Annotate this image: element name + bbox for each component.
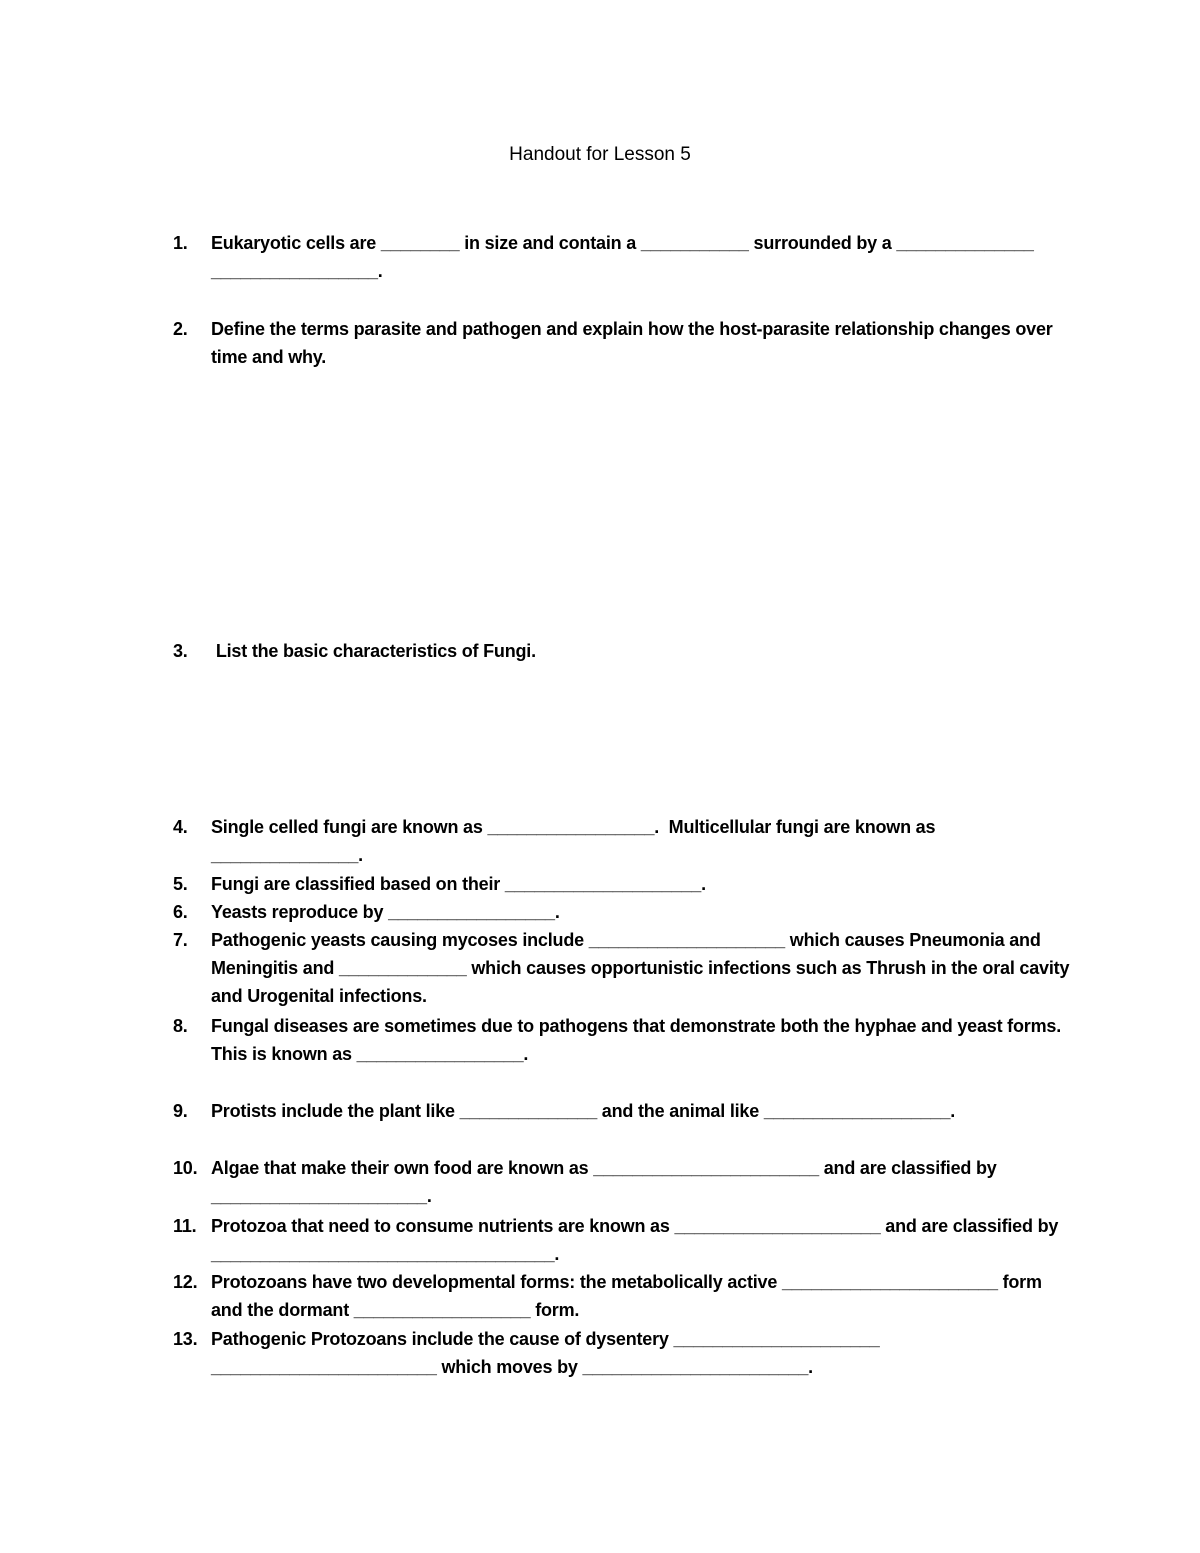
page-title: Handout for Lesson 5 [509,144,691,165]
question-number: 8. [173,1016,188,1036]
question-3 [173,637,1073,665]
question-text: Define the terms parasite and pathogen and explain how the host-parasite relationship changes over time and why. [211,319,1058,367]
question-number: 3. [173,641,188,661]
question-6 [173,898,1073,926]
question-text: Yeasts reproduce by _________________. [211,902,560,922]
question-7 [173,926,1073,1010]
question-2 [173,315,1073,371]
question-text: Protists include the plant like ______________ and the animal like ___________________. [211,1101,956,1121]
question-text: Single celled fungi are known as _________________. Multicellular fungi are known as _______________. [211,817,941,865]
question-9 [173,1097,1073,1125]
question-number: 6. [173,902,188,922]
question-text: Pathogenic yeasts causing mycoses include ____________________ which causes Pneumonia and Meningitis and _____________ which causes opportunistic infections such as Thrush in the oral cavity and Urogenital infections. [211,930,1075,1006]
question-8 [173,1012,1073,1068]
question-12 [173,1268,1073,1324]
question-number: 9. [173,1101,188,1121]
question-number: 5. [173,874,188,894]
question-number: 12. [173,1272,198,1292]
question-text: Eukaryotic cells are ________ in size and contain a ___________ surrounded by a ______________ _________________. [211,233,1044,281]
question-text: Algae that make their own food are known as _______________________ and are classified by ______________________. [211,1158,1002,1206]
question-text: Protozoa that need to consume nutrients are known as _____________________ and are classified by ___________________________________. [211,1216,1063,1264]
question-text: Fungal diseases are sometimes due to pathogens that demonstrate both the hyphae and yeast forms. This is known as _________________. [211,1016,1071,1064]
question-1 [173,229,1073,285]
question-4 [173,813,1073,869]
question-number: 13. [173,1329,198,1349]
question-text: List the basic characteristics of Fungi. [211,641,536,661]
question-11 [173,1212,1073,1268]
question-number: 4. [173,817,188,837]
question-13 [173,1325,1073,1381]
question-number: 7. [173,930,188,950]
question-text: Pathogenic Protozoans include the cause of dysentery _____________________ _______________________ which moves by _______________________. [211,1329,885,1377]
question-number: 11. [173,1216,197,1236]
question-10 [173,1154,1073,1210]
question-number: 2. [173,319,188,339]
question-text: Protozoans have two developmental forms: the metabolically active ______________________ form and the dormant __________________ form. [211,1272,1047,1320]
question-5 [173,870,1073,898]
question-number: 1. [173,233,188,253]
question-number: 10. [173,1158,198,1178]
question-text: Fungi are classified based on their ____________________. [211,874,706,894]
